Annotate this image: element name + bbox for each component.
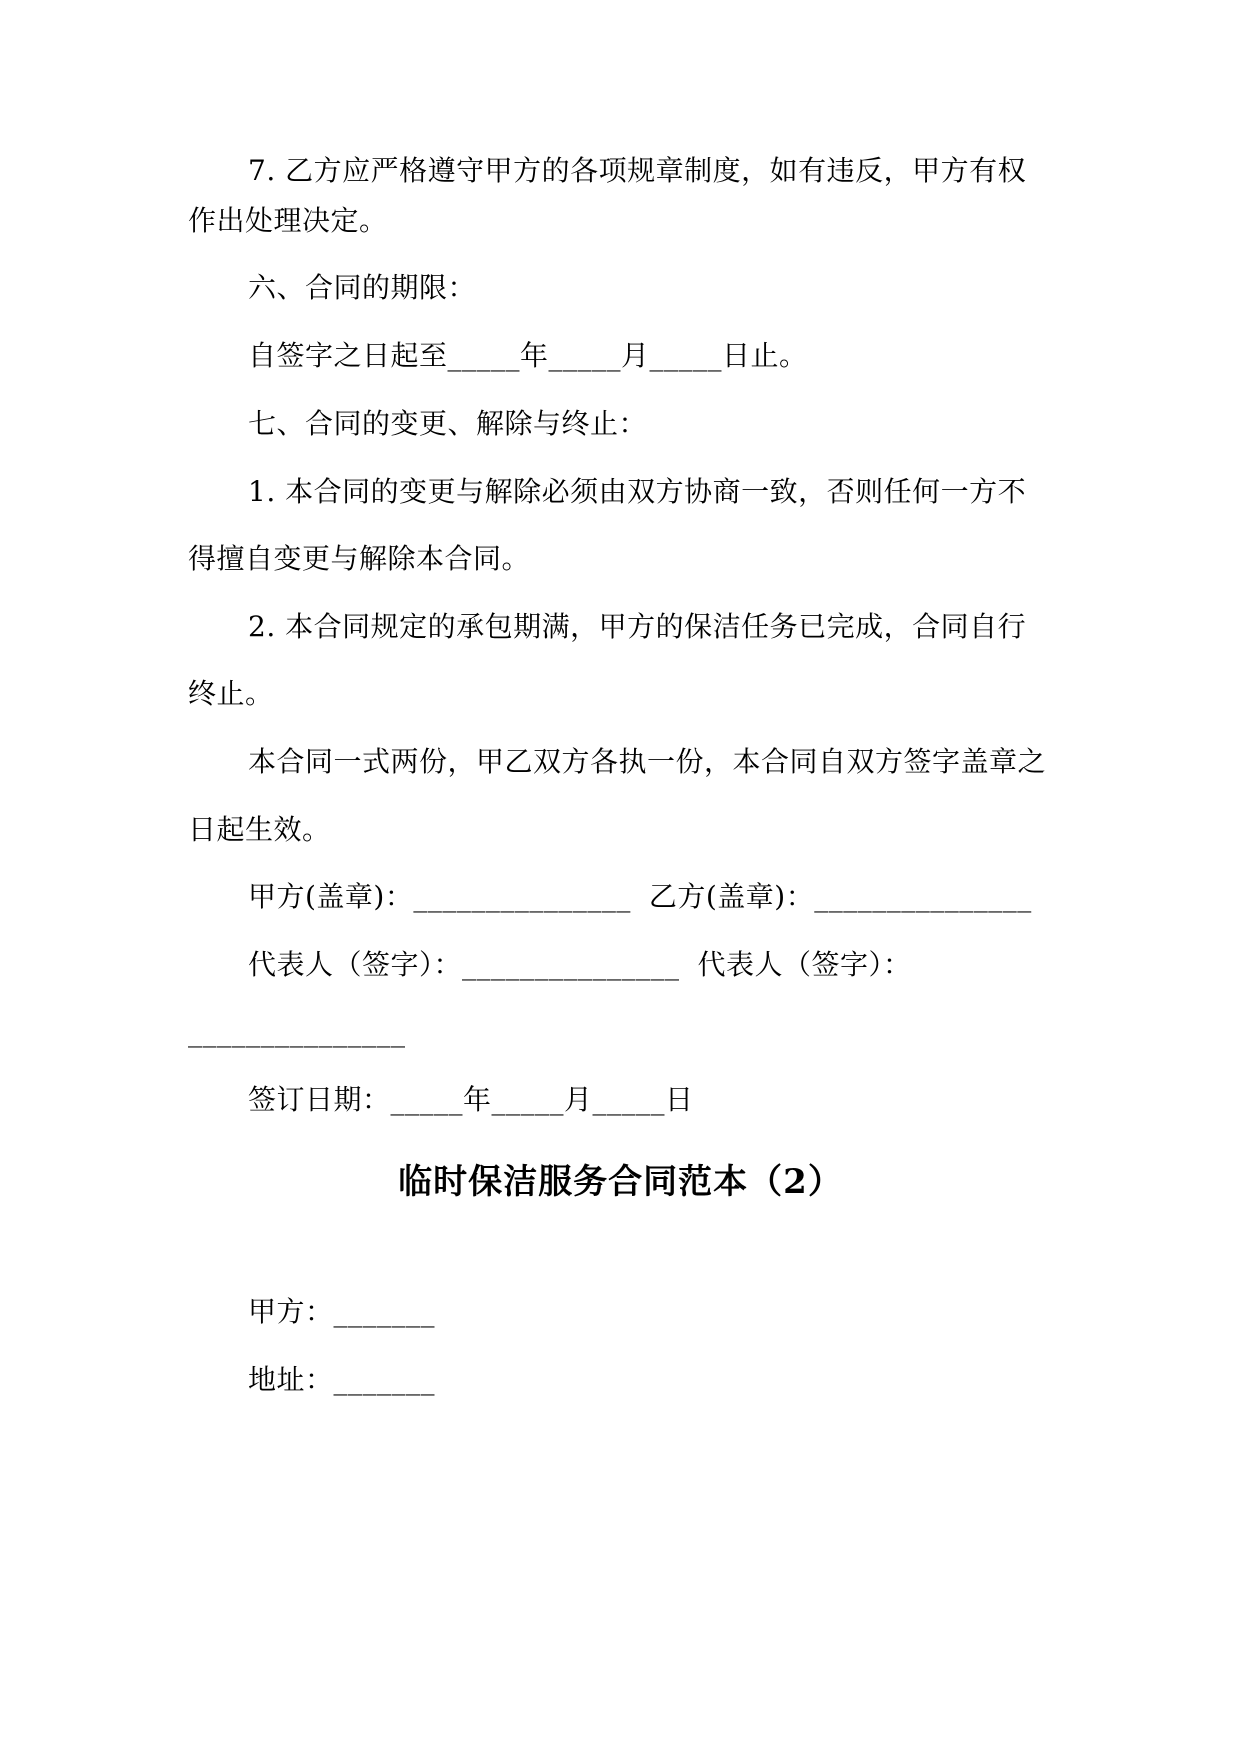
section-2-title: 临时保洁服务合同范本（2） [398,1162,843,1202]
party-b-seal: 乙方(盖章)：_______________ [648,880,1032,913]
clause-1-line-1: 1. 本合同的变更与解除必须由双方协商一致，否则任何一方不 [248,475,1027,508]
seal-line [248,879,1032,915]
party-a-seal: 甲方(盖章)：_______________ [248,880,631,913]
copies-line-1: 本合同一式两份，甲乙双方各执一份，本合同自双方签字盖章之 [248,745,1047,778]
rep-b-blank: _______________ [188,1015,406,1048]
clause-2-line-1: 2. 本合同规定的承包期满，甲方的保洁任务已完成，合同自行 [248,610,1027,643]
rep-b-signature: 代表人（签字）： [697,948,912,981]
clause-7-line-2: 作出处理决定。 [188,204,388,237]
copies-line-2: 日起生效。 [188,813,331,846]
representative-line [248,947,912,983]
clause-2-line-2: 终止。 [188,677,274,710]
rep-a-signature: 代表人（签字）：_______________ [248,948,680,981]
clause-7-line-1: 7. 乙方应严格遵守甲方的各项规章制度，如有违反，甲方有权 [248,154,1027,187]
section-7-heading: 七、合同的变更、解除与终止： [248,407,648,440]
party-a-field: 甲方：_______ [248,1295,436,1328]
address-field: 地址：_______ [248,1363,436,1396]
term-line: 自签字之日起至_____年_____月_____日止。 [248,339,808,372]
sign-date: 签订日期：_____年_____月_____日 [248,1083,694,1116]
clause-1-line-2: 得擅自变更与解除本合同。 [188,542,531,575]
section-6-heading: 六、合同的期限： [248,271,477,304]
